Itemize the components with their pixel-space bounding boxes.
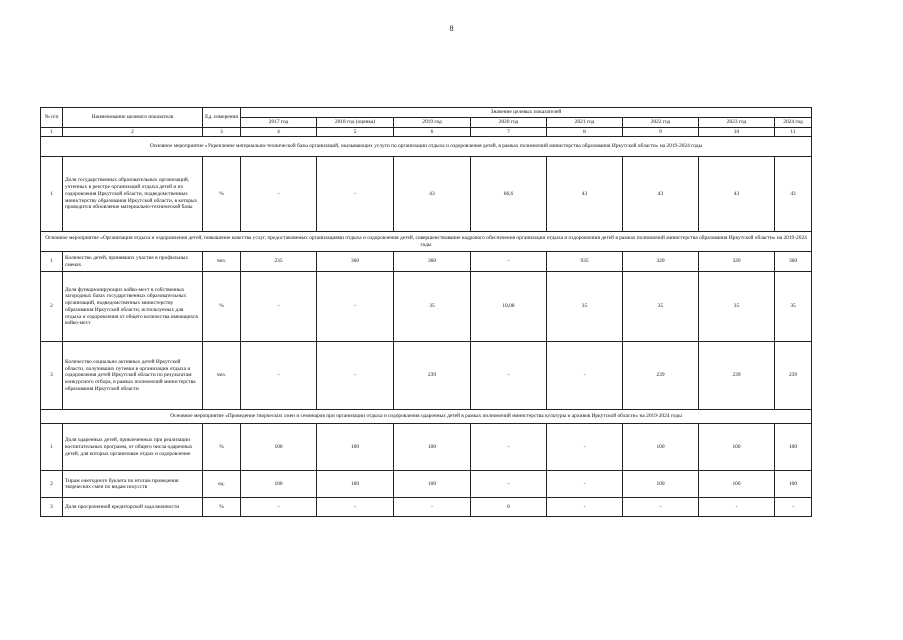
row-name: Количество детей, принявших участие в профильных сменах — [63, 252, 203, 272]
row-value: 935 — [547, 252, 623, 272]
header-year: 2023 год — [699, 117, 775, 127]
table-row — [41, 252, 812, 272]
row-value: - — [471, 252, 547, 272]
target-indicators-table — [40, 107, 812, 517]
row-value: 100 — [317, 471, 394, 498]
header-year: 2022 год — [623, 117, 699, 127]
row-value: 320 — [699, 252, 775, 272]
row-name: Тираж ежегодного буклета по итогам проведения творческих смен по видам искусств — [63, 471, 203, 498]
row-value: 35 — [623, 272, 699, 342]
row-value: - — [471, 471, 547, 498]
row-value: 100 — [394, 424, 471, 471]
row-value: - — [317, 342, 394, 410]
row-value: 360 — [775, 252, 812, 272]
row-name: Доля функционирующих койко-мест в собственных загородных базах государственных образовательных организаций, подведомственных министерству образования Иркутской области, используемых для отдыха и оздоровления от общего количества имеющихся койко-мест — [63, 272, 203, 342]
header-year: 2021 год — [547, 117, 623, 127]
row-num: 1 — [41, 424, 63, 471]
column-number: 9 — [623, 127, 699, 137]
row-value: 360 — [317, 252, 394, 272]
row-value: - — [394, 498, 471, 517]
row-num: 2 — [41, 272, 63, 342]
row-value: - — [471, 342, 547, 410]
column-number: 8 — [547, 127, 623, 137]
row-value: - — [317, 498, 394, 517]
row-value: 43 — [775, 157, 812, 232]
row-num: 3 — [41, 498, 63, 517]
row-value: 43 — [547, 157, 623, 232]
column-number: 4 — [241, 127, 317, 137]
table-row — [41, 272, 812, 342]
row-value: 100 — [699, 424, 775, 471]
section-title: Основное мероприятие «Организация отдыха и оздоровления детей, повышение качества услуг, предоставляемых организациями отдыха и оздоровления детей, совершенствование кадрового обеспечения организации отдыха и оздоровления детей в рамках полномочий министерства образования Иркутской области» на 2019-2024 годы — [41, 232, 812, 252]
row-value: - — [699, 498, 775, 517]
page-number: 8 — [449, 24, 454, 33]
column-number: 1 — [41, 127, 63, 137]
header-unit: Ед. измерения — [203, 108, 241, 128]
column-number: 10 — [699, 127, 775, 137]
table-row — [41, 157, 812, 232]
row-num: 2 — [41, 471, 63, 498]
row-value: 35 — [699, 272, 775, 342]
row-unit: чел. — [203, 342, 241, 410]
header-name: Наименование целевого показателя — [63, 108, 203, 128]
column-number: 2 — [63, 127, 203, 137]
row-value: 35 — [394, 272, 471, 342]
row-value: 100 — [317, 424, 394, 471]
row-unit: ед. — [203, 471, 241, 498]
row-value: 239 — [623, 342, 699, 410]
row-value: - — [241, 272, 317, 342]
row-value: 100 — [241, 471, 317, 498]
row-value: 239 — [775, 342, 812, 410]
column-number: 7 — [471, 127, 547, 137]
section-title: Основное мероприятие «Укрепление материально-технической базы организаций, оказывающих услуги по организации отдыха и оздоровления детей, в рамках полномочий министерства образования Иркутской области» на 2019-2024 годы — [41, 137, 812, 157]
row-value: 320 — [623, 252, 699, 272]
row-value: - — [317, 272, 394, 342]
row-value: - — [471, 424, 547, 471]
header-year: 2020 год — [471, 117, 547, 127]
row-name: Доля одаренных детей, привлеченных при реализации воспитательных программ, от общего числа одаренных детей, для которых организован отдых и оздоровление — [63, 424, 203, 471]
row-value: 43 — [394, 157, 471, 232]
row-value: 100 — [699, 471, 775, 498]
table-row — [41, 424, 812, 471]
row-unit: чел. — [203, 252, 241, 272]
row-unit: % — [203, 272, 241, 342]
table-row — [41, 342, 812, 410]
column-number: 5 — [317, 127, 394, 137]
column-number: 6 — [394, 127, 471, 137]
row-value: 0 — [471, 498, 547, 517]
row-num: 1 — [41, 252, 63, 272]
header-year: 2024 год — [775, 117, 812, 127]
row-name: Количество социально активных детей Иркутской области, получивших путевки в организации отдыха и оздоровления детей Иркутской области по результатам конкурсного отбора, в рамках полномочий министерства образования Иркутской области — [63, 342, 203, 410]
row-value: - — [241, 498, 317, 517]
row-value: 35 — [547, 272, 623, 342]
row-value: - — [547, 342, 623, 410]
row-value: 100 — [775, 471, 812, 498]
row-value: - — [241, 157, 317, 232]
header-year: 2019 год — [394, 117, 471, 127]
row-value: - — [547, 471, 623, 498]
header-year: 2018 год (оценка) — [317, 117, 394, 127]
row-num: 1 — [41, 157, 63, 232]
row-value: 18,08 — [471, 272, 547, 342]
row-value: 100 — [394, 471, 471, 498]
column-number: 11 — [775, 127, 812, 137]
row-unit: % — [203, 498, 241, 517]
row-value: 235 — [241, 252, 317, 272]
table-row — [41, 498, 812, 517]
row-value: 360 — [394, 252, 471, 272]
row-value: - — [241, 342, 317, 410]
row-value: 239 — [394, 342, 471, 410]
row-value: 100 — [623, 471, 699, 498]
row-value: 100 — [623, 424, 699, 471]
column-numbers-row — [41, 127, 812, 137]
row-value: - — [547, 424, 623, 471]
row-value: 43 — [623, 157, 699, 232]
header-values-group: Значение целевых показателей — [241, 108, 812, 118]
header-num: № п/п — [41, 108, 63, 128]
column-number: 3 — [203, 127, 241, 137]
row-value: 100 — [241, 424, 317, 471]
header-year: 2017 год — [241, 117, 317, 127]
row-name: Доля государственных образовательных организаций, учтенных в реестре организаций отдыха детей и их оздоровления Иркутской области, подведомственных министерству образования Иркутской области, в которых проводится обновление материально-технической базы — [63, 157, 203, 232]
row-value: - — [547, 498, 623, 517]
row-value: 43 — [699, 157, 775, 232]
row-unit: % — [203, 157, 241, 232]
row-value: 66,6 — [471, 157, 547, 232]
row-value: 100 — [775, 424, 812, 471]
section-title: Основное мероприятие «Проведение творческих смен и семинаров при организации отдыха и оздоровления одаренных детей в рамках полномочий министерства культуры и архивов Иркутской области» на 2019-2024 годы — [41, 410, 812, 424]
row-num: 3 — [41, 342, 63, 410]
row-value: 35 — [775, 272, 812, 342]
row-value: - — [775, 498, 812, 517]
row-name: Доля просроченной кредиторской задолженности — [63, 498, 203, 517]
row-unit: % — [203, 424, 241, 471]
row-value: 239 — [699, 342, 775, 410]
row-value: - — [317, 157, 394, 232]
row-value: - — [623, 498, 699, 517]
table-row — [41, 471, 812, 498]
